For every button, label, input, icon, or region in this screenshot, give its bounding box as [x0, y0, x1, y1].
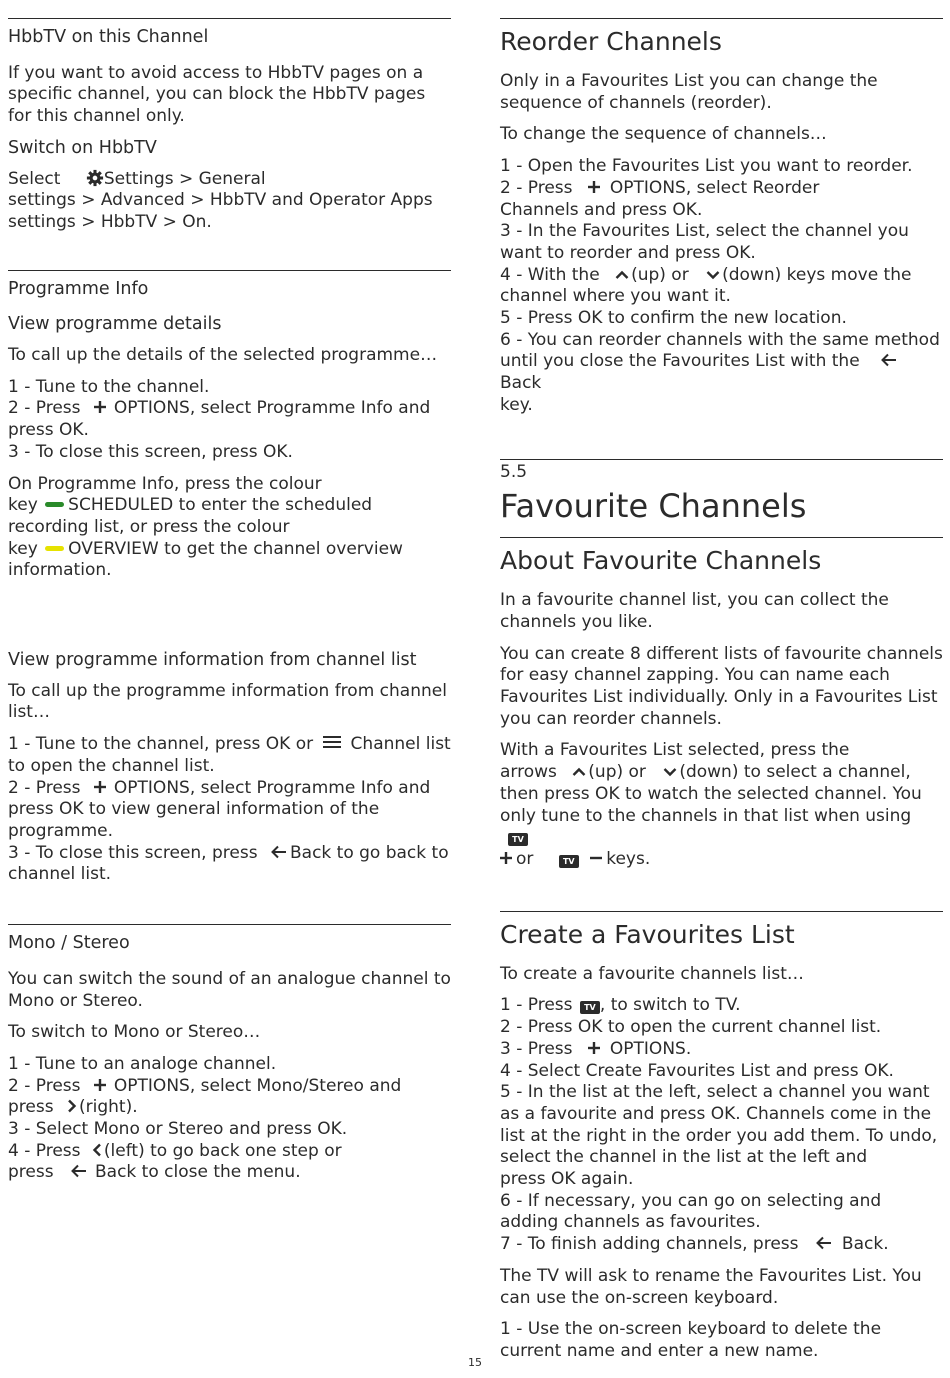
plus-icon	[588, 1042, 600, 1054]
plus-icon	[588, 181, 600, 193]
programme-details-steps: 1 - Tune to the channel. 2 - Press OPTIONS, select Programme Info and press OK. 3 - To close this screen, press OK.	[8, 376, 431, 462]
chevron-up-icon	[615, 270, 629, 280]
rename-steps: 1 - Use the on-screen keyboard to delete the current name and enter a new name.	[500, 1319, 882, 1361]
create-steps: 1 - Press TV , to switch to TV. 2 - Press OK to open the current channel list. 3 - Press OPTIONS. 4 - Select Create Favourites List and press OK. 5 - In the list at the left, select a channel you want as a favourite and press OK. Channels come in the list at the right in the order you add them. To undo, select the channel in the list at the left and press OK again. 6 - If necessary, you can go on selecting and adding channels as favourites. 7 - To finish adding channels, press Back.	[500, 995, 938, 1255]
create-intro: To create a favourite channels list…	[500, 963, 804, 984]
gear-icon	[86, 169, 104, 187]
colour-key-paragraph: On Programme Info, press the colour key SCHEDULED to enter the scheduled recording list, or press the colour key OVERVIEW to get the channel overview information.	[8, 473, 403, 581]
reorder-steps: 1 - Open the Favourites List you want to reorder. 2 - Press OPTIONS, select Reorder Channels and press OK. 3 - In the Favourites List, select the channel you want to reorder and press OK. 4 - With the (up) or (down) keys move the channel where you want it. 5 - Press OK to confirm the new location. 6 - You can reorder channels with the same method until you close the Favourites List with the Back key.	[500, 156, 940, 415]
view-programme-details-heading: View programme details	[8, 314, 222, 335]
plus-icon	[94, 401, 106, 413]
reorder-intro: To change the sequence of channels…	[500, 124, 827, 145]
favourite-channels-heading: Favourite Channels	[500, 487, 807, 526]
yellow-key-icon	[45, 546, 64, 551]
back-arrow-icon	[71, 1164, 87, 1178]
about-paragraph-1: In a favourite channel list, you can collect the channels you like.	[500, 590, 889, 632]
hbbtv-path: Select Settings > General settings > Advanced > HbbTV and Operator Apps settings > HbbTV > On.	[8, 168, 433, 232]
chevron-down-icon	[663, 767, 677, 777]
programme-info-channel-list-heading: View programme information from channel list	[8, 650, 417, 671]
plus-icon	[500, 852, 512, 864]
plus-icon	[94, 1079, 106, 1091]
section-rule	[8, 924, 451, 925]
back-arrow-icon	[271, 845, 287, 859]
about-favourite-channels-heading: About Favourite Channels	[500, 546, 822, 576]
back-arrow-icon	[816, 1236, 832, 1250]
switch-on-hbbtv-heading: Switch on HbbTV	[8, 137, 157, 158]
mono-stereo-intro: To switch to Mono or Stereo…	[8, 1022, 261, 1043]
section-rule	[500, 18, 943, 19]
programme-info-channel-list-steps: 1 - Tune to the channel, press OK or Channel list to open the channel list. 2 - Press OPTIONS, select Programme Info and press OK to view general information of the programme. 3 - To close this screen, press Back to go back to channel list.	[8, 734, 451, 885]
section-rule	[500, 537, 943, 538]
plus-icon	[94, 781, 106, 793]
about-paragraph-3: With a Favourites List selected, press the arrows (up) or (down) to select a channel, then press OK to watch the selected channel. You only tune to the channels in that list when using TV or TV keys.	[500, 740, 922, 869]
minus-icon	[590, 852, 602, 864]
left-column	[8, 18, 451, 1194]
about-paragraph-2: You can create 8 different lists of favourite channels for easy channel zapping. You can name each Favourites List individually. Only in a Favourites List you can reorder channels.	[500, 643, 943, 729]
chevron-up-icon	[572, 767, 586, 777]
programme-info-heading: Programme Info	[8, 278, 149, 299]
mono-stereo-paragraph: You can switch the sound of an analogue channel to Mono or Stereo.	[8, 968, 451, 1011]
chevron-left-icon	[92, 1143, 102, 1157]
back-arrow-icon	[881, 353, 897, 367]
chevron-right-icon	[67, 1099, 77, 1113]
create-favourites-list-heading: Create a Favourites List	[500, 919, 795, 949]
tv-key-icon: TV	[508, 833, 528, 846]
rename-paragraph: The TV will ask to rename the Favourites List. You can use the on-screen keyboard.	[500, 1265, 922, 1308]
hbbtv-heading: HbbTV on this Channel	[8, 27, 209, 47]
mono-stereo-steps: 1 - Tune to an analoge channel. 2 - Press OPTIONS, select Mono/Stereo and press (right). 3 - Select Mono or Stereo and press OK. 4 - Press (left) to go back one step or press Back to close the menu.	[8, 1053, 402, 1183]
programme-details-intro: To call up the details of the selected programme…	[8, 345, 438, 366]
hbbtv-paragraph: If you want to avoid access to HbbTV pages on a specific channel, you can block the HbbTV pages for this channel only.	[8, 62, 426, 127]
tv-key-icon: TV	[580, 1001, 600, 1014]
green-key-icon	[45, 502, 64, 507]
section-rule	[8, 270, 451, 271]
chevron-down-icon	[706, 270, 720, 280]
reorder-channels-heading: Reorder Channels	[500, 27, 722, 56]
section-number: 5.5	[500, 461, 528, 482]
reorder-paragraph: Only in a Favourites List you can change the sequence of channels (reorder).	[500, 71, 878, 113]
list-icon	[323, 735, 341, 749]
section-rule	[500, 911, 943, 912]
section-rule	[500, 459, 943, 460]
mono-stereo-heading: Mono / Stereo	[8, 933, 130, 954]
programme-info-channel-list-intro: To call up the programme information from channel list…	[8, 680, 447, 723]
tv-key-icon: TV	[559, 855, 579, 868]
page-number: 15	[468, 1356, 482, 1369]
right-column	[500, 18, 943, 1373]
section-rule	[8, 18, 451, 19]
